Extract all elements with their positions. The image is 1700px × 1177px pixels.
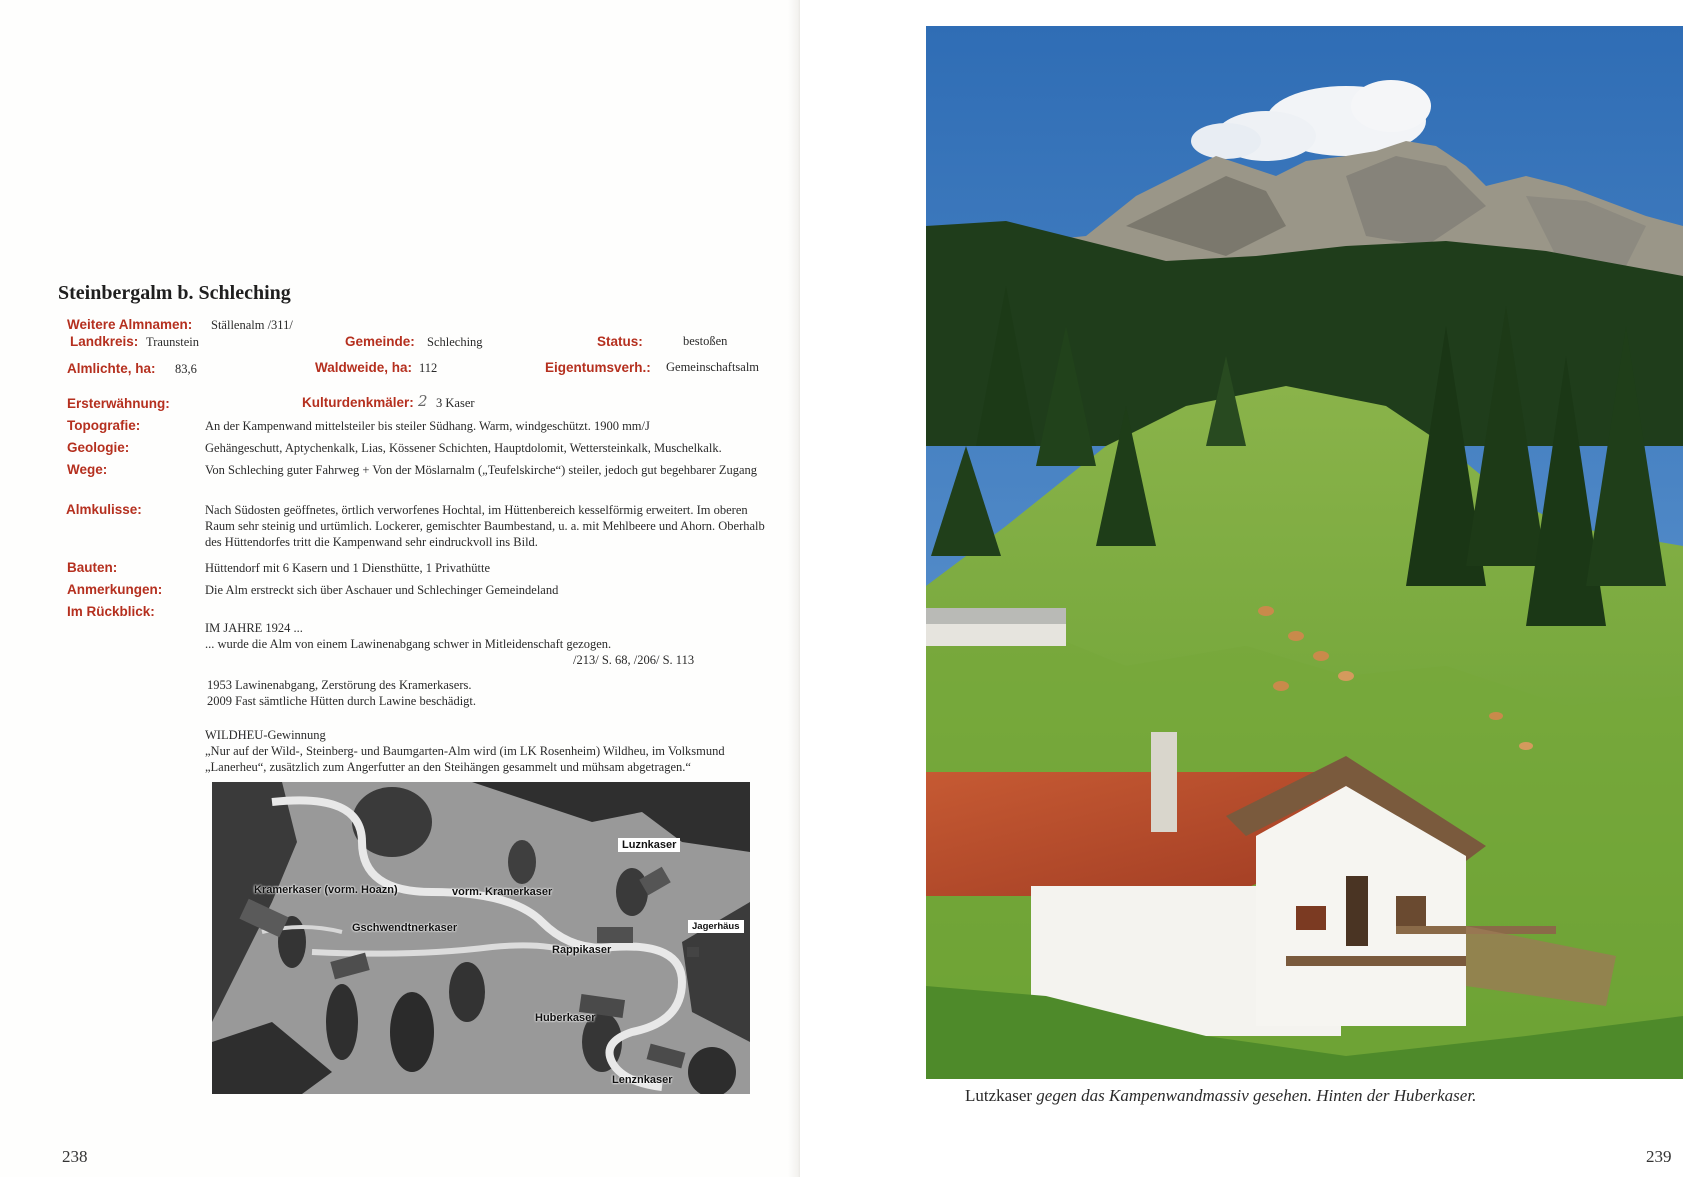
page-number-right: 239 bbox=[1646, 1147, 1672, 1166]
value-landkreis: Traunstein bbox=[146, 335, 200, 349]
page-number-left: 238 bbox=[62, 1147, 88, 1166]
rueckblick-block bbox=[205, 620, 795, 775]
label-almkulisse: Almkulisse: bbox=[66, 502, 142, 517]
value-wege: Von Schleching guter Fahrweg + Von der Möslarnalm („Teufelskirche“) steiler, jedoch gut begehbarer Zugang bbox=[205, 463, 758, 477]
caption-description: gegen das Kampenwandmassiv gesehen. Hinten der Huberkaser. bbox=[1032, 1086, 1477, 1105]
wildheu-quote-line-2: „Lanerheu“, zusätzlich zum Angerfutter an den Steihängen gesammelt und mühsam abgetragen.“ bbox=[205, 760, 691, 774]
photo-caption bbox=[965, 1086, 1476, 1106]
label-weitere-almnamen: Weitere Almnamen: bbox=[67, 317, 193, 332]
left-page bbox=[0, 0, 800, 1177]
label-gemeinde: Gemeinde: bbox=[345, 334, 415, 349]
value-kulturdenkmaeler: 3 Kaser bbox=[436, 396, 475, 410]
wildheu-heading: WILDHEU-Gewinnung bbox=[205, 728, 326, 742]
label-anmerkungen: Anmerkungen: bbox=[67, 582, 163, 597]
value-topografie: An der Kampenwand mittelsteiler bis steiler Südhang. Warm, windgeschützt. 1900 mm/J bbox=[205, 419, 650, 433]
label-status: Status: bbox=[597, 334, 643, 349]
label-huberkaser: Huberkaser bbox=[535, 1012, 596, 1024]
rueckblick-reference: /213/ S. 68, /206/ S. 113 bbox=[573, 653, 695, 667]
label-kulturdenkmaeler: Kulturdenkmäler: bbox=[302, 395, 414, 410]
label-landkreis: Landkreis: bbox=[70, 334, 139, 349]
value-waldweide: 112 bbox=[419, 361, 438, 375]
rueckblick-line: ... wurde die Alm von einem Lawinenabgang schwer in Mitleidenschaft gezogen. bbox=[205, 637, 612, 651]
label-eigentumsverh: Eigentumsverh.: bbox=[545, 360, 651, 375]
value-geologie: Gehängeschutt, Aptychenkalk, Lias, Kössener Schichten, Hauptdolomit, Wettersteinkalk, Muschelkalk. bbox=[205, 441, 722, 455]
rueckblick-event-1953: 1953 Lawinenabgang, Zerstörung des Kramerkasers. bbox=[207, 678, 472, 692]
mountain-hut-photo-image bbox=[926, 26, 1683, 1079]
value-anmerkungen: Die Alm erstreckt sich über Aschauer und Schlechinger Gemeindeland bbox=[205, 583, 559, 597]
caption-hut-name: Lutzkaser bbox=[965, 1086, 1033, 1105]
label-waldweide: Waldweide, ha: bbox=[315, 360, 413, 375]
label-ersterwaehnung: Ersterwähnung: bbox=[67, 396, 170, 411]
aerial-photo-image bbox=[212, 782, 750, 1094]
label-jagerhaus: Jagerhäus bbox=[688, 920, 744, 933]
handwritten-correction: 2 bbox=[418, 392, 428, 410]
label-luznkaser: Luznkaser bbox=[618, 838, 680, 852]
value-eigentumsverh: Gemeinschaftsalm bbox=[666, 360, 760, 374]
value-weitere-almnamen: Ställenalm /311/ bbox=[211, 318, 293, 332]
label-wege: Wege: bbox=[67, 462, 108, 477]
label-topografie: Topografie: bbox=[67, 418, 141, 433]
value-gemeinde: Schleching bbox=[427, 335, 483, 349]
page-title: Steinbergalm b. Schleching bbox=[58, 282, 291, 304]
label-gschwendtnerkaser: Gschwendtnerkaser bbox=[352, 922, 458, 934]
wildheu-quote-line-1: „Nur auf der Wild-, Steinberg- und Baumgarten-Alm wird (im LK Rosenheim) Wildheu, im Volksmund bbox=[205, 744, 725, 758]
aerial-photo bbox=[212, 782, 750, 1094]
rueckblick-heading: IM JAHRE 1924 ... bbox=[205, 621, 303, 635]
mountain-hut-photo bbox=[926, 26, 1683, 1079]
label-kramerkaser-vorm-hoazn: Kramerkaser (vorm. Hoazn) bbox=[254, 884, 398, 896]
label-lenznkaser: Lenznkaser bbox=[612, 1074, 673, 1086]
value-status: bestoßen bbox=[683, 334, 728, 348]
rueckblick-event-2009: 2009 Fast sämtliche Hütten durch Lawine beschädigt. bbox=[207, 694, 477, 708]
value-almkulisse: Nach Südosten geöffnetes, örtlich verworfenes Hochtal, im Hüttenbereich kesselförmig erweitert. Im oberen Raum sehr steinig und urtümlich. Lockerer, gemischter Baumbestand, u. a. mit Mehlbeere und Ahorn. Oberhalb des Hüttendorfes tritt die Kampenwand sehr eindruckvoll ins Bild. bbox=[205, 503, 765, 549]
label-rappikaser: Rappikaser bbox=[552, 944, 612, 956]
label-almlichte: Almlichte, ha: bbox=[67, 361, 156, 376]
label-geologie: Geologie: bbox=[67, 440, 130, 455]
value-almlichte: 83,6 bbox=[175, 362, 197, 376]
label-bauten: Bauten: bbox=[67, 560, 118, 575]
value-bauten: Hüttendorf mit 6 Kasern und 1 Diensthütte, 1 Privathütte bbox=[205, 561, 491, 575]
label-vorm-kramerkaser: vorm. Kramerkaser bbox=[452, 886, 553, 898]
label-im-rueckblick: Im Rückblick: bbox=[67, 604, 155, 619]
